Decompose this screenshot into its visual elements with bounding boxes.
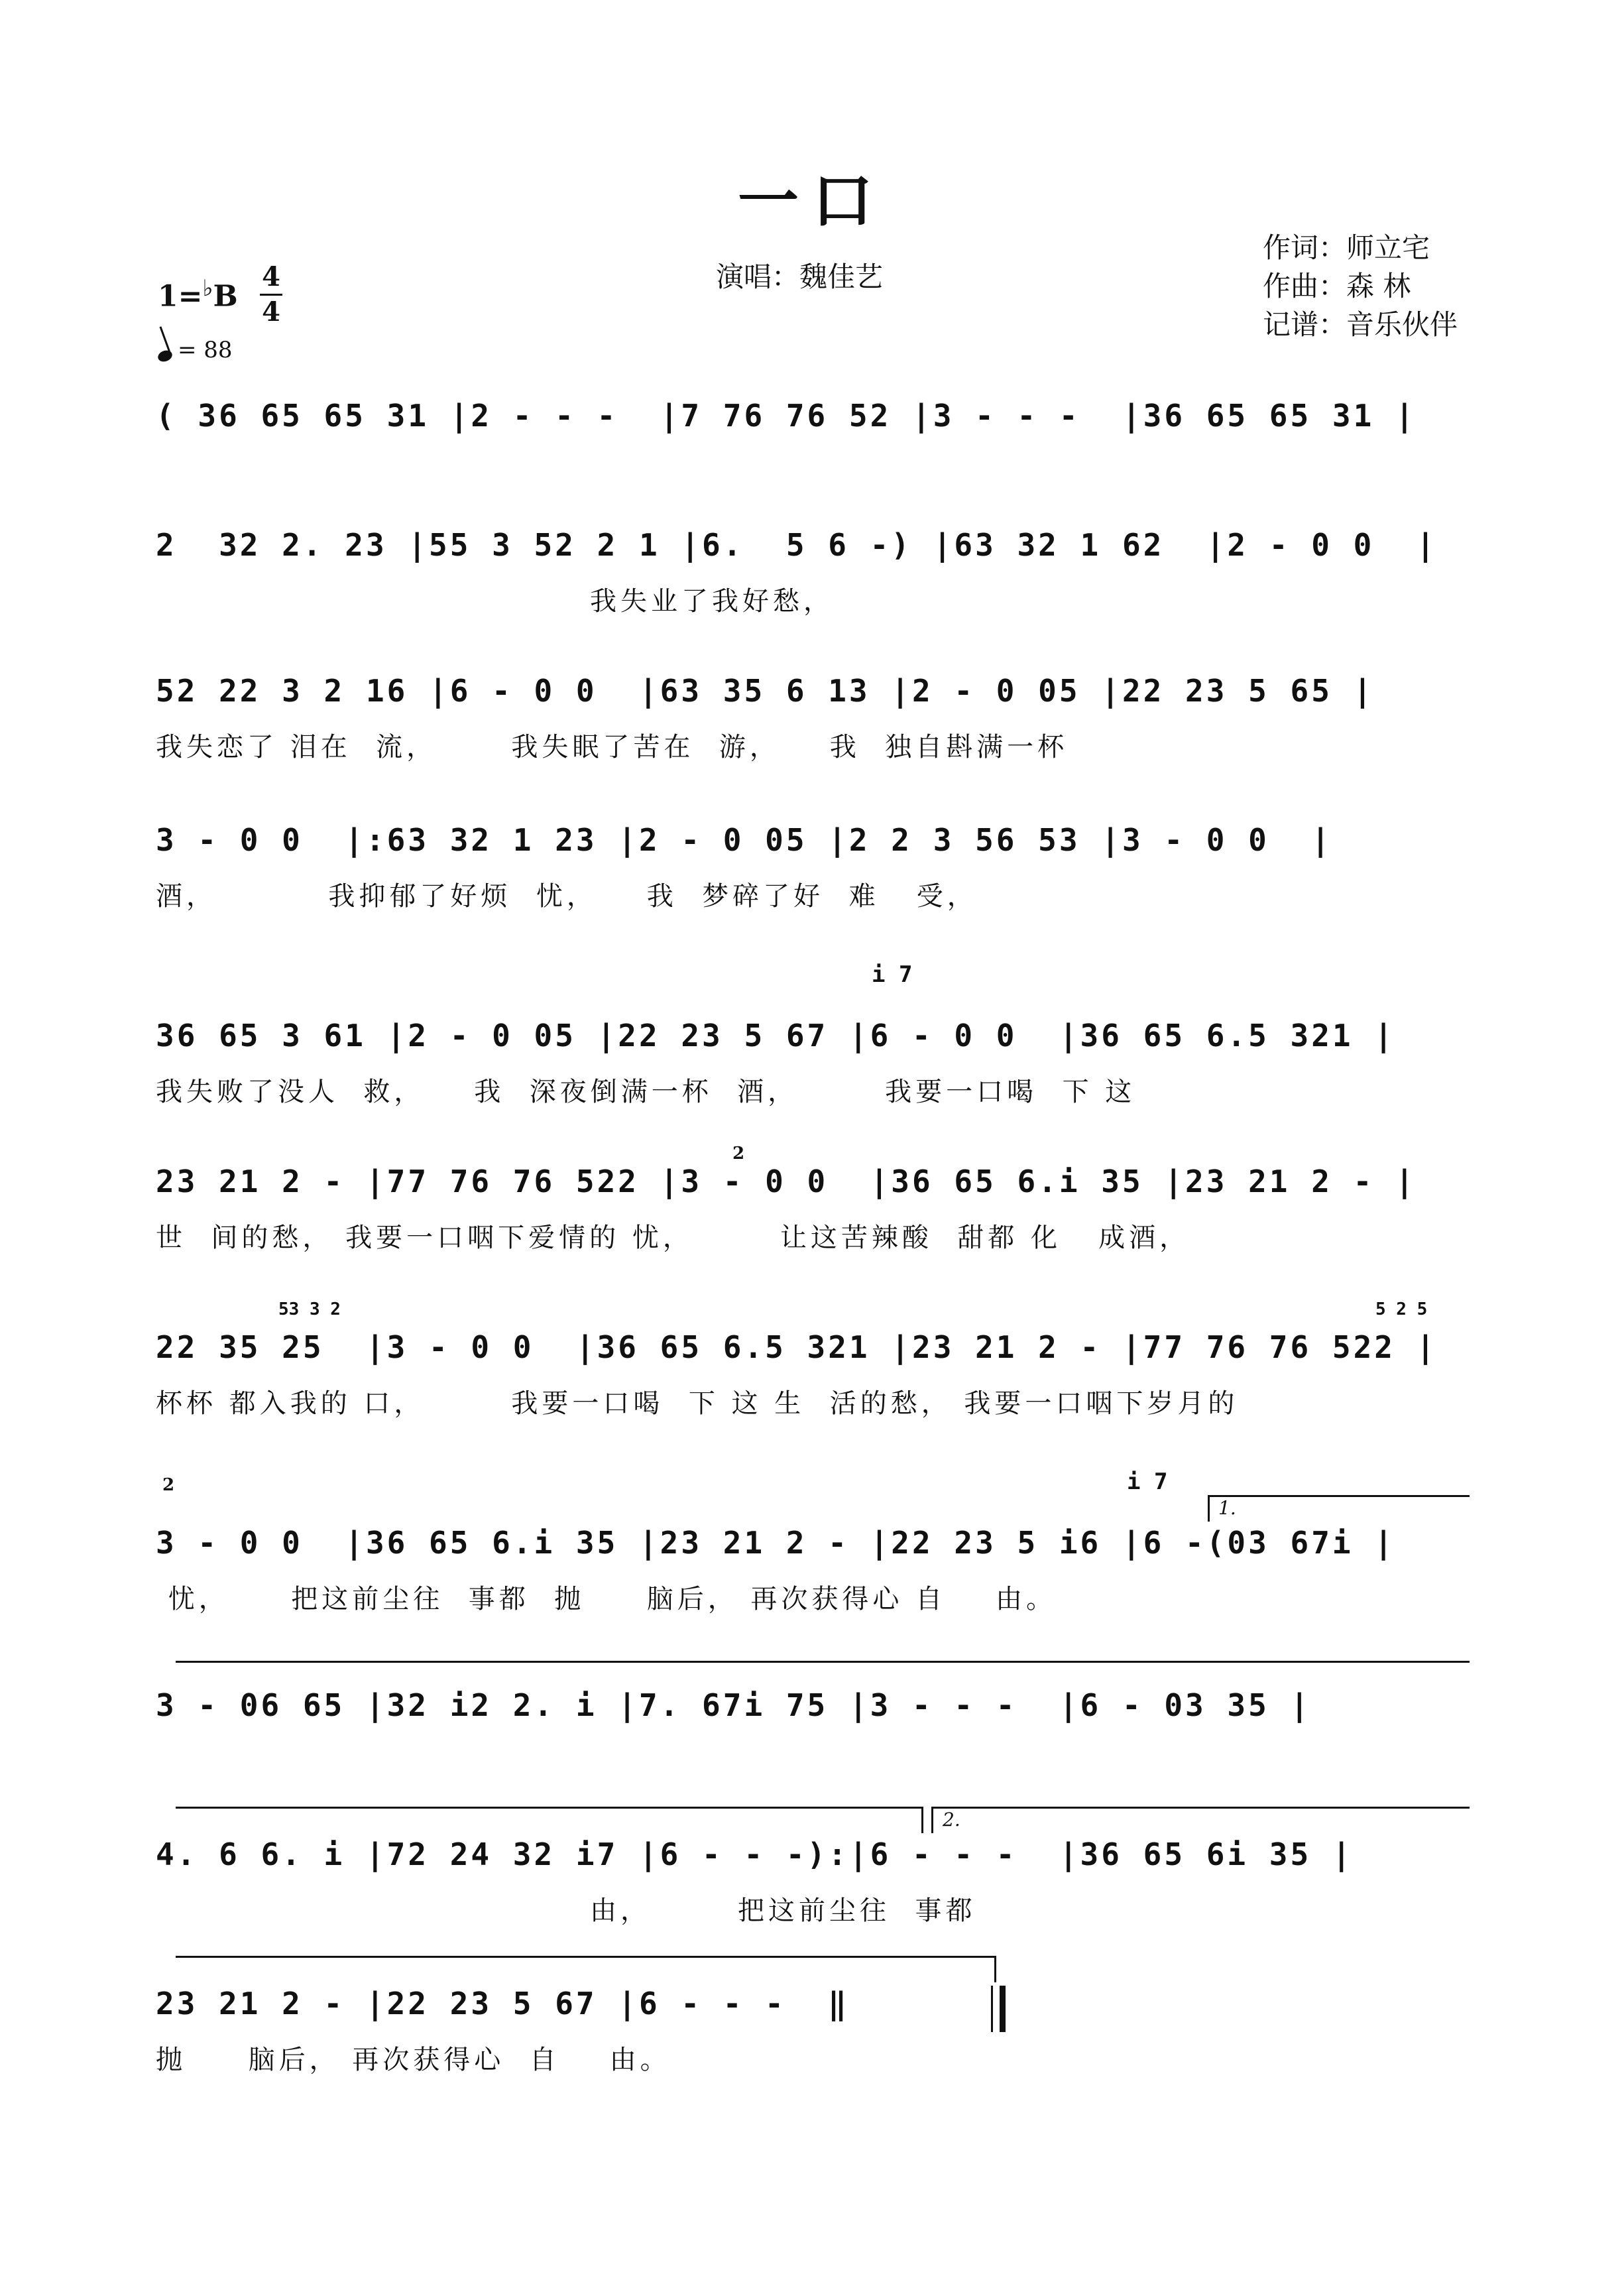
time-signature-bottom: 4 xyxy=(262,296,280,328)
key-note: B xyxy=(213,279,238,314)
key-prefix: 1= xyxy=(158,279,203,314)
grace-note-3: 5 2 5 xyxy=(1375,1299,1428,1319)
flat-sign: ♭ xyxy=(202,275,213,302)
music-line-9: 3 - 06 65 |32 i2 2. i |7. 67i 75 |3 - - - |6 - 03 35 | xyxy=(156,1687,1312,1723)
segno-mark-1: 2 xyxy=(732,1144,745,1164)
tempo-value: = 88 xyxy=(178,337,233,363)
transcriber-credit: 记谱：音乐伙伴 xyxy=(1263,308,1458,341)
lyric-line-7: 杯杯 都入我的 口， 我要一口喝 下 这 生 活的愁， 我要一口咽下岁月的 xyxy=(156,1388,1239,1419)
lyric-line-4: 酒， 我抑郁了好烦 忧， 我 梦碎了好 难 受， xyxy=(156,881,978,912)
volta-bracket-1-continuation xyxy=(176,1661,1470,1663)
lyric-line-10: 由， 把这前尘往 事都 xyxy=(156,1895,976,1926)
volta-label-2: 2. xyxy=(943,1809,960,1831)
music-line-7: 22 35 25 |3 - 0 0 |36 65 6.5 321 |23 21 2 - |77 76 76 522 | xyxy=(156,1329,1438,1365)
music-line-1: ( 36 65 65 31 |2 - - - |7 76 76 52 |3 - - - |36 65 65 31 | xyxy=(156,398,1417,434)
volta-bracket-1-edge xyxy=(1208,1495,1210,1522)
music-line-3: 52 22 3 2 16 |6 - 0 0 |63 35 6 13 |2 - 0 05 |22 23 5 65 | xyxy=(156,673,1375,709)
key-signature xyxy=(158,275,238,314)
tempo-marking xyxy=(158,337,233,363)
segno-mark-2: 2 xyxy=(162,1475,175,1495)
lyric-line-5: 我失败了没人 救， 我 深夜倒满一杯 酒， 我要一口喝 下 这 xyxy=(156,1077,1136,1107)
volta-bracket-2-edge xyxy=(931,1807,933,1833)
music-line-5: 36 65 3 61 |2 - 0 05 |22 23 5 67 |6 - 0 0 |36 65 6.5 321 | xyxy=(156,1018,1395,1053)
time-signature-top: 4 xyxy=(262,261,280,292)
volta-bracket-2 xyxy=(931,1807,1470,1809)
music-line-10: 4. 6 6. i |72 24 32 i7 |6 - - -):|6 - - - |36 65 6i 35 | xyxy=(156,1836,1354,1872)
volta-bracket-1 xyxy=(1208,1495,1470,1497)
music-line-8: 3 - 0 0 |36 65 6.i 35 |23 21 2 - |22 23 5 i6 |6 -(03 67i | xyxy=(156,1525,1395,1561)
singer-credit: 演唱：魏佳艺 xyxy=(716,261,884,293)
lyricist-credit: 作词：师立宅 xyxy=(1263,231,1430,264)
final-barline-thin xyxy=(991,1986,993,2032)
music-line-4: 3 - 0 0 |:63 32 1 23 |2 - 0 05 |2 2 3 56 53 |3 - 0 0 | xyxy=(156,822,1332,858)
grace-note-4: i 7 xyxy=(1127,1469,1168,1495)
time-signature xyxy=(260,262,282,328)
volta-bracket-2-end-edge xyxy=(994,1956,996,1982)
music-line-11: 23 21 2 - |22 23 5 67 |6 - - - ‖ xyxy=(156,1986,849,2021)
lyric-line-6: 世 间的愁， 我要一口咽下爱情的 忧， 让这苦辣酸 甜都 化 成酒， xyxy=(156,1223,1190,1253)
grace-note-1: i 7 xyxy=(872,961,913,988)
lyric-line-11: 抛 脑后， 再次获得心 自 由。 xyxy=(156,2045,671,2075)
music-line-6: 23 21 2 - |77 76 76 522 |3 - 0 0 |36 65 6.i 35 |23 21 2 - | xyxy=(156,1164,1417,1199)
time-signature-divider xyxy=(260,294,282,296)
song-title: 一口 xyxy=(737,166,886,237)
credits xyxy=(1263,229,1458,344)
grace-note-2: 53 3 2 xyxy=(278,1299,341,1319)
quarter-note-icon xyxy=(156,349,174,364)
lyric-line-2: 我失业了我好愁， xyxy=(156,586,835,617)
volta-bracket-2-continuation xyxy=(176,1956,994,1958)
lyric-line-8: 忧， 把这前尘往 事都 抛 脑后， 再次获得心 自 由。 xyxy=(156,1584,1057,1614)
composer-credit: 作曲：森 林 xyxy=(1263,270,1411,302)
music-line-2: 2 32 2. 23 |55 3 52 2 1 |6. 5 6 -) |63 32 1 62 |2 - 0 0 | xyxy=(156,527,1438,563)
volta-bracket-1-end-edge xyxy=(921,1807,923,1833)
final-barline-thick xyxy=(1000,1986,1006,2032)
volta-bracket-1-end xyxy=(176,1807,921,1809)
lyric-line-3: 我失恋了 泪在 流， 我失眠了苦在 游， 我 独自斟满一杯 xyxy=(156,732,1069,762)
volta-label-1: 1. xyxy=(1218,1497,1236,1519)
